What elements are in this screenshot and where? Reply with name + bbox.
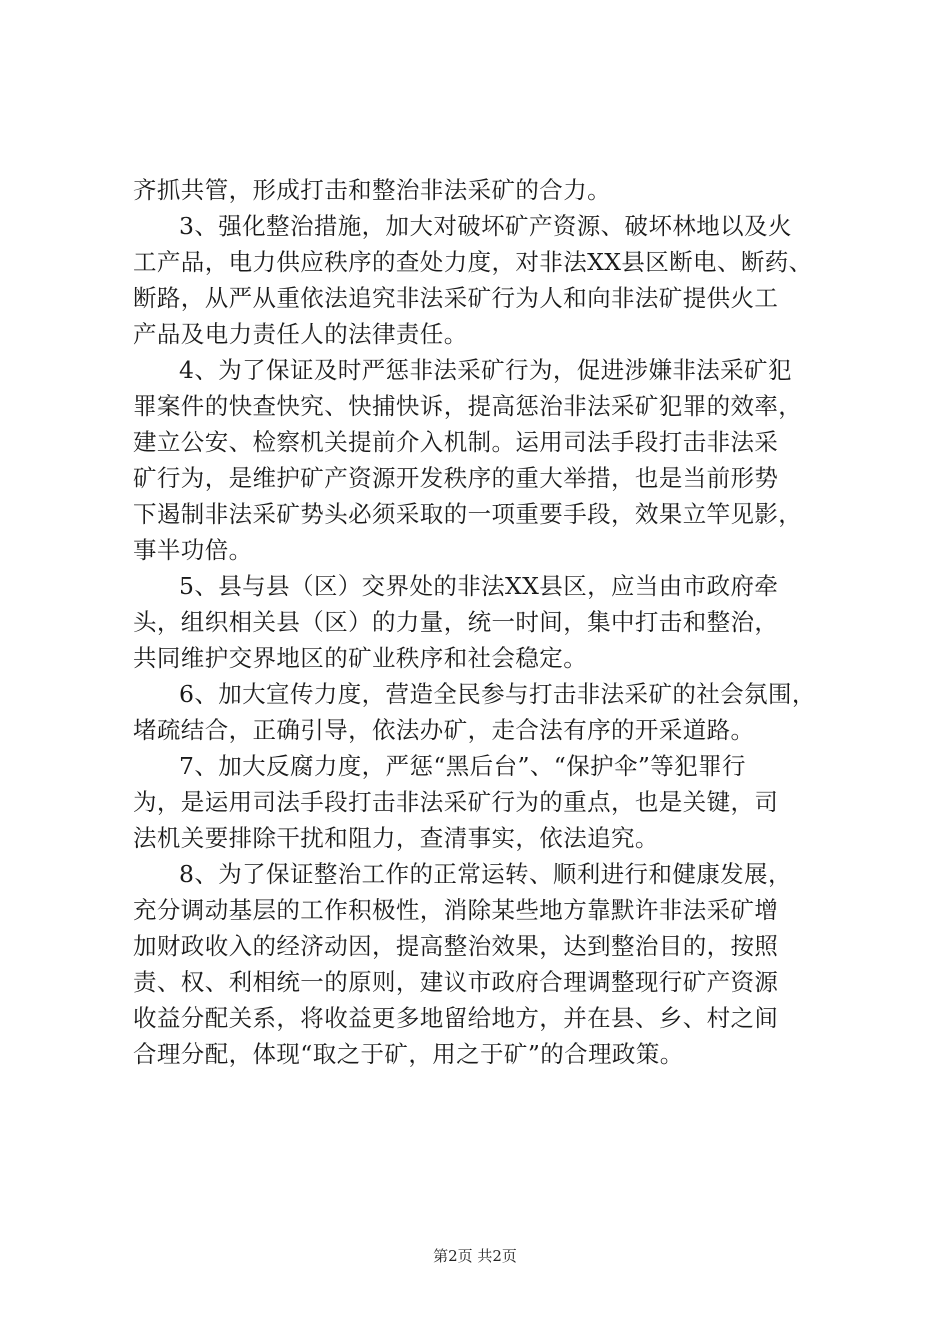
paragraph [133, 748, 833, 856]
text-line: 5、县与县（区）交界处的非法XX县区，应当由市政府牵 [179, 572, 779, 600]
text-line: 法机关要排除干扰和阻力，查清事实，依法追究。 [133, 824, 659, 852]
paragraph [133, 568, 833, 676]
text-line: 产品及电力责任人的法律责任。 [133, 320, 468, 348]
paragraph [133, 856, 833, 1072]
text-line: 罪案件的快查快究、快捕快诉，提高惩治非法采矿犯罪的效率， [133, 392, 803, 420]
text-line: 建立公安、检察机关提前介入机制。运用司法手段打击非法采 [133, 428, 779, 456]
text-line: 责、权、利相统一的原则，建议市政府合理调整现行矿产资源 [133, 968, 779, 996]
text-line: 工产品，电力供应秩序的查处力度，对非法XX县区断电、断药、 [133, 248, 813, 276]
text-line: 收益分配关系，将收益更多地留给地方，并在县、乡、村之间 [133, 1004, 779, 1032]
text-line: 堵疏结合，正确引导，依法办矿，走合法有序的开采道路。 [133, 716, 755, 744]
text-line: 合理分配，体现“取之于矿，用之于矿”的合理政策。 [133, 1040, 684, 1068]
paragraph [133, 208, 833, 352]
text-line: 事半功倍。 [133, 536, 253, 564]
text-line: 7、加大反腐力度，严惩“黑后台”、“保护伞”等犯罪行 [179, 752, 746, 780]
text-line: 齐抓共管，形成打击和整治非法采矿的合力。 [133, 176, 611, 204]
paragraph [133, 352, 833, 568]
paragraph [133, 172, 833, 208]
text-line: 共同维护交界地区的矿业秩序和社会稳定。 [133, 644, 588, 672]
text-line: 4、为了保证及时严惩非法采矿行为，促进涉嫌非法采矿犯 [179, 356, 792, 384]
document-body [133, 172, 833, 1072]
text-line: 6、加大宣传力度，营造全民参与打击非法采矿的社会氛围， [179, 680, 816, 708]
text-line: 断路，从严从重依法追究非法采矿行为人和向非法矿提供火工 [133, 284, 779, 312]
paragraph [133, 676, 833, 748]
text-line: 8、为了保证整治工作的正常运转、顺利进行和健康发展， [179, 860, 792, 888]
text-line: 矿行为，是维护矿产资源开发秩序的重大举措，也是当前形势 [133, 464, 779, 492]
text-line: 头，组织相关县（区）的力量，统一时间，集中打击和整治， [133, 608, 779, 636]
text-line: 加财政收入的经济动因，提高整治效果，达到整治目的，按照 [133, 932, 779, 960]
text-line: 为，是运用司法手段打击非法采矿行为的重点，也是关键，司 [133, 788, 779, 816]
text-line: 3、强化整治措施，加大对破坏矿产资源、破坏林地以及火 [179, 212, 792, 240]
page-footer: 第2页 共2页 [433, 1247, 517, 1265]
text-line: 充分调动基层的工作积极性，消除某些地方靠默许非法采矿增 [133, 896, 779, 924]
text-line: 下遏制非法采矿势头必须采取的一项重要手段，效果立竿见影， [133, 500, 803, 528]
